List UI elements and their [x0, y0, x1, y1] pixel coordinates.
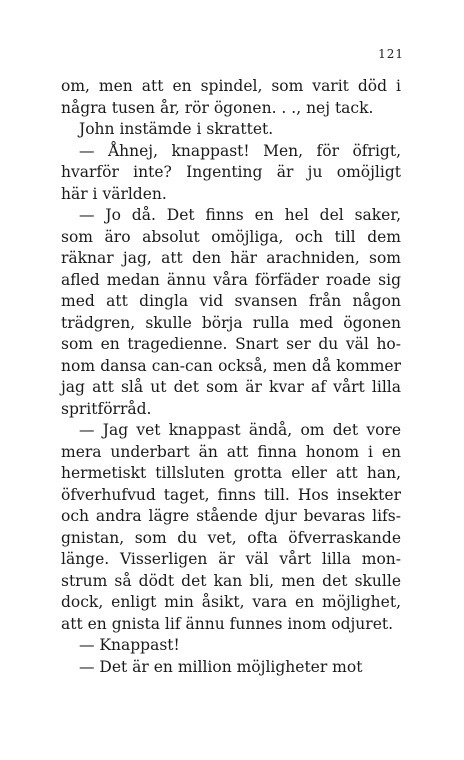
- body-text: [61, 76, 401, 678]
- text-line: med att dingla vid svansen från någon: [61, 292, 401, 310]
- text-line: att en gnista lif ännu funnes inom odjuret.: [61, 614, 394, 633]
- text-line: — Knappast!: [79, 636, 180, 654]
- text-line: hermetiskt tillsluten grotta eller att han,: [61, 464, 401, 482]
- text-line: nom dansa can-can också, men då kommer: [61, 356, 401, 375]
- text-line: öfverhufvud taget, finns till. Hos insekter: [61, 485, 401, 504]
- text-line: spritförråd.: [61, 399, 152, 418]
- text-line: länge. Visserligen är väl vårt lilla mon-: [61, 550, 401, 568]
- text-line: här i världen.: [61, 184, 167, 203]
- text-line: trädgren, skulle börja rulla med ögonen: [61, 313, 401, 332]
- text-line: afled medan ännu våra förfäder roade sig: [61, 270, 401, 289]
- text-line: som äro absolut omöjliga, och till dem: [61, 227, 401, 246]
- text-line: och andra lägre stående djur bevaras lifs-: [61, 507, 401, 525]
- text-line: — Det är en million möjligheter mot: [79, 657, 363, 676]
- text-line: — Åhnej, knappast! Men, för öfrigt,: [79, 141, 401, 160]
- text-line: mera underbart än att finna honom i en: [61, 442, 401, 461]
- page-number: 121: [378, 47, 404, 61]
- text-line: hvarför inte? Ingenting är ju omöjligt: [61, 163, 401, 181]
- text-line: jag att slå ut det som är kvar af vårt lilla: [61, 378, 401, 396]
- text-line: några tusen år, rör ögonen. . ., nej tack.: [61, 98, 374, 117]
- text-line: strum så dödt det kan bli, men det skulle: [61, 571, 401, 590]
- text-line: som en tragedienne. Snart ser du väl ho-: [61, 335, 401, 353]
- text-line: dock, enligt min åsikt, vara en möjlighet,: [61, 593, 401, 611]
- text-line: räknar jag, att den här arachniden, som: [61, 249, 401, 267]
- text-line: — Jag vet knappast ändå, om det vore: [79, 421, 401, 439]
- text-line: om, men att en spindel, som varit död i: [61, 77, 401, 95]
- text-line: — Jo då. Det finns en hel del saker,: [79, 206, 401, 224]
- text-line: John instämde i skrattet.: [79, 120, 274, 138]
- text-line: gnistan, som du vet, ofta öfverraskande: [61, 528, 401, 547]
